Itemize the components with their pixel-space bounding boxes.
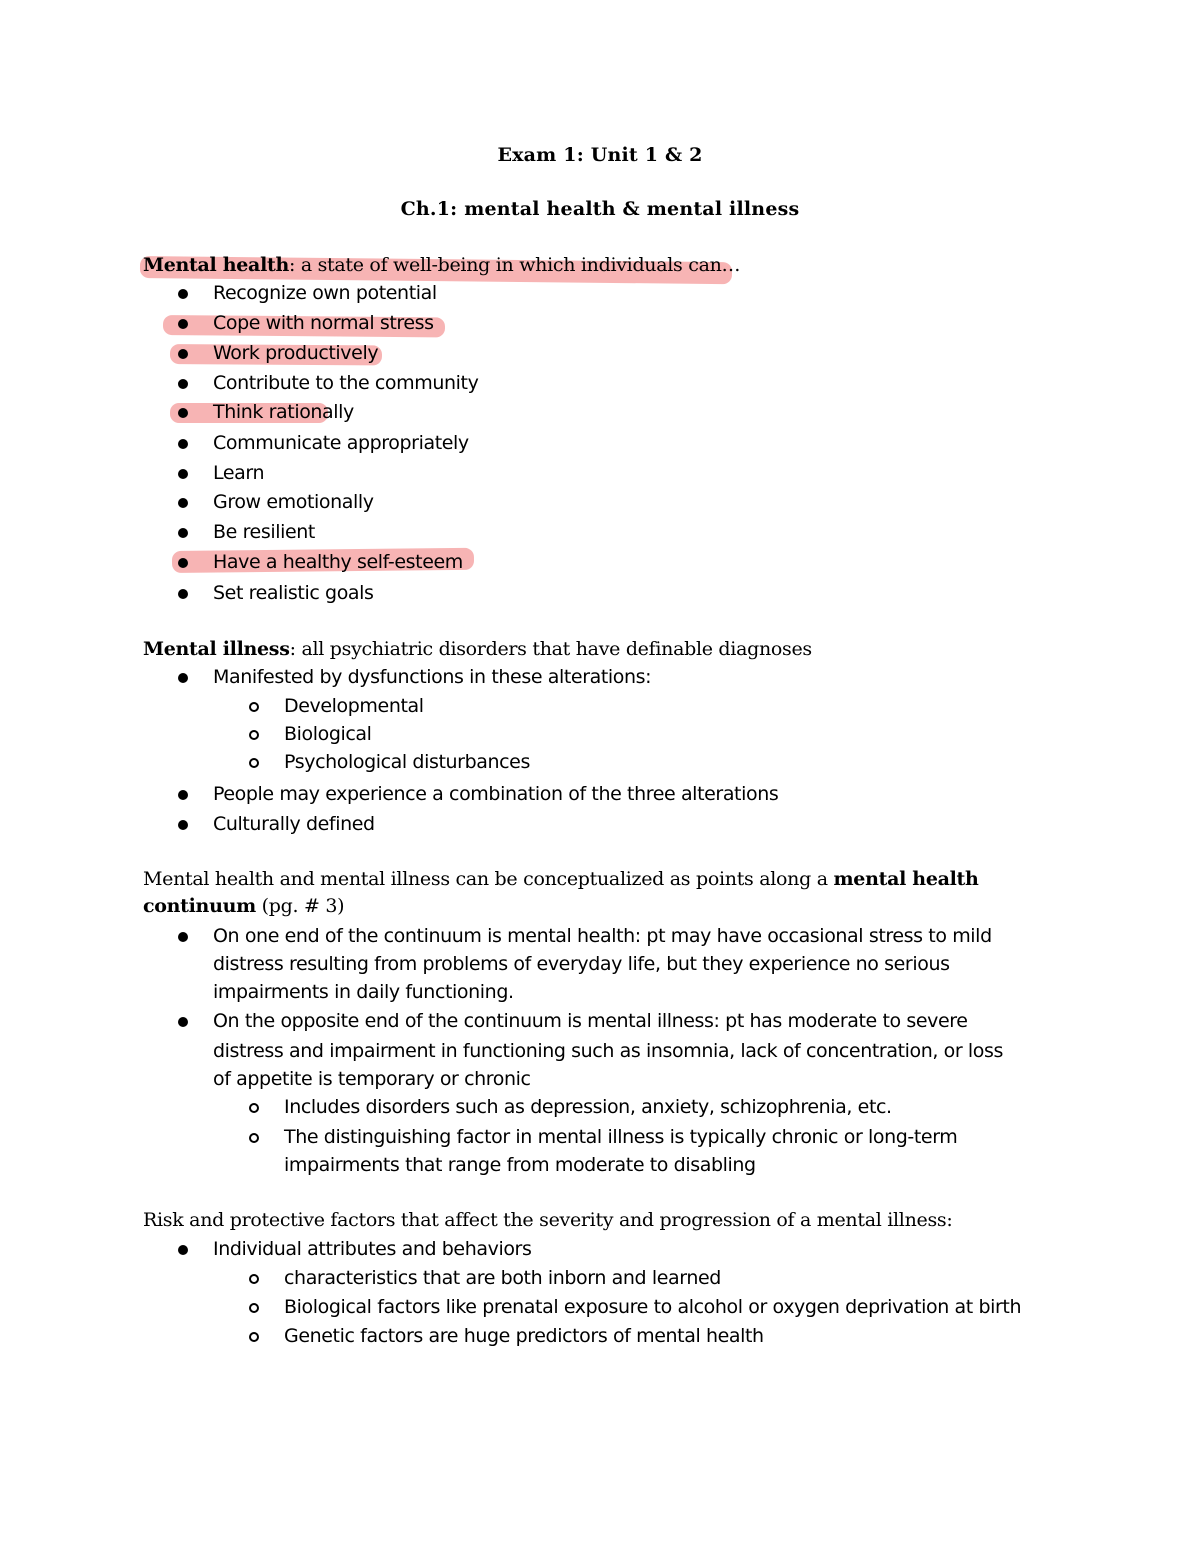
- circle-bullet-icon: [249, 1103, 259, 1113]
- list-item-line: distress and impairment in functioning such as insomnia, lack of concentration, or loss: [213, 1040, 1004, 1062]
- list-item-line: distress resulting from problems of everyday life, but they experience no serious: [213, 953, 950, 975]
- sub-list-item: Genetic factors are huge predictors of mental health: [284, 1325, 764, 1347]
- bullet-icon: [178, 589, 188, 599]
- list-item: Learn: [213, 462, 265, 484]
- list-item-line: On one end of the continuum is mental health: pt may have occasional stress to mild: [213, 925, 992, 947]
- bullet-icon: [178, 379, 188, 389]
- bullet-icon: [178, 498, 188, 508]
- bullet-icon: [178, 673, 188, 683]
- sub-list-item: characteristics that are both inborn and learned: [284, 1267, 721, 1289]
- sub-list-item: Biological: [284, 723, 372, 745]
- bold-term: mental health: [833, 868, 979, 890]
- list-item: People may experience a combination of the three alterations: [213, 783, 779, 805]
- list-item: Grow emotionally: [213, 491, 374, 513]
- bullet-icon: [178, 439, 188, 449]
- list-item: Contribute to the community: [213, 372, 479, 394]
- circle-bullet-icon: [249, 1332, 259, 1342]
- circle-bullet-icon: [249, 730, 259, 740]
- intro-text: Mental health and mental illness can be conceptualized as points along a: [143, 868, 834, 890]
- bullet-icon: [178, 1245, 188, 1255]
- bullet-icon: [178, 469, 188, 479]
- term: Mental illness: [143, 638, 290, 660]
- bullet-icon: [178, 1017, 188, 1027]
- list-item: Culturally defined: [213, 813, 375, 835]
- mental-illness-definition: [143, 636, 812, 663]
- list-item-line: On the opposite end of the continuum is mental illness: pt has moderate to severe: [213, 1010, 968, 1032]
- term: Mental health: [143, 254, 289, 276]
- sub-list-item: Psychological disturbances: [284, 751, 530, 773]
- bullet-icon: [178, 319, 188, 329]
- circle-bullet-icon: [249, 758, 259, 768]
- sub-list-item: Biological factors like prenatal exposure to alcohol or oxygen deprivation at birth: [284, 1296, 1022, 1318]
- list-item: Manifested by dysfunctions in these alterations:: [213, 666, 652, 688]
- continuum-intro: [143, 866, 979, 893]
- intro-text: (pg. # 3): [255, 895, 345, 917]
- sub-list-item: Includes disorders such as depression, anxiety, schizophrenia, etc.: [284, 1096, 892, 1118]
- sub-list-item-line: The distinguishing factor in mental illness is typically chronic or long-term: [284, 1126, 958, 1148]
- risk-intro: Risk and protective factors that affect the severity and progression of a mental illness:: [143, 1209, 953, 1231]
- list-item: Think rationally: [213, 401, 354, 423]
- chapter-heading: Ch.1: mental health & mental illness: [400, 198, 800, 220]
- list-item: Be resilient: [213, 521, 315, 543]
- bullet-icon: [178, 408, 188, 418]
- list-item: Have a healthy self-esteem: [213, 551, 463, 573]
- circle-bullet-icon: [249, 1303, 259, 1313]
- list-item: Individual attributes and behaviors: [213, 1238, 532, 1260]
- bold-term: continuum: [143, 895, 256, 917]
- document-title: Exam 1: Unit 1 & 2: [497, 144, 703, 166]
- list-item: Recognize own potential: [213, 282, 437, 304]
- bullet-icon: [178, 528, 188, 538]
- bullet-icon: [178, 349, 188, 359]
- definition-text: : all psychiatric disorders that have definable diagnoses: [289, 638, 812, 660]
- list-item: Cope with normal stress: [213, 312, 434, 334]
- sub-list-item-line: impairments that range from moderate to disabling: [284, 1154, 756, 1176]
- bullet-icon: [178, 932, 188, 942]
- circle-bullet-icon: [249, 702, 259, 712]
- mental-health-definition: [143, 252, 740, 279]
- sub-list-item: Developmental: [284, 695, 424, 717]
- bullet-icon: [178, 558, 188, 568]
- continuum-intro-line2: [143, 893, 344, 920]
- bullet-icon: [178, 790, 188, 800]
- list-item-line: of appetite is temporary or chronic: [213, 1068, 531, 1090]
- circle-bullet-icon: [249, 1133, 259, 1143]
- bullet-icon: [178, 820, 188, 830]
- circle-bullet-icon: [249, 1274, 259, 1284]
- list-item: Work productively: [213, 342, 379, 364]
- bullet-icon: [178, 289, 188, 299]
- list-item-line: impairments in daily functioning.: [213, 981, 514, 1003]
- list-item: Set realistic goals: [213, 582, 374, 604]
- list-item: Communicate appropriately: [213, 432, 469, 454]
- definition-text: : a state of well-being in which individuals can…: [288, 254, 741, 276]
